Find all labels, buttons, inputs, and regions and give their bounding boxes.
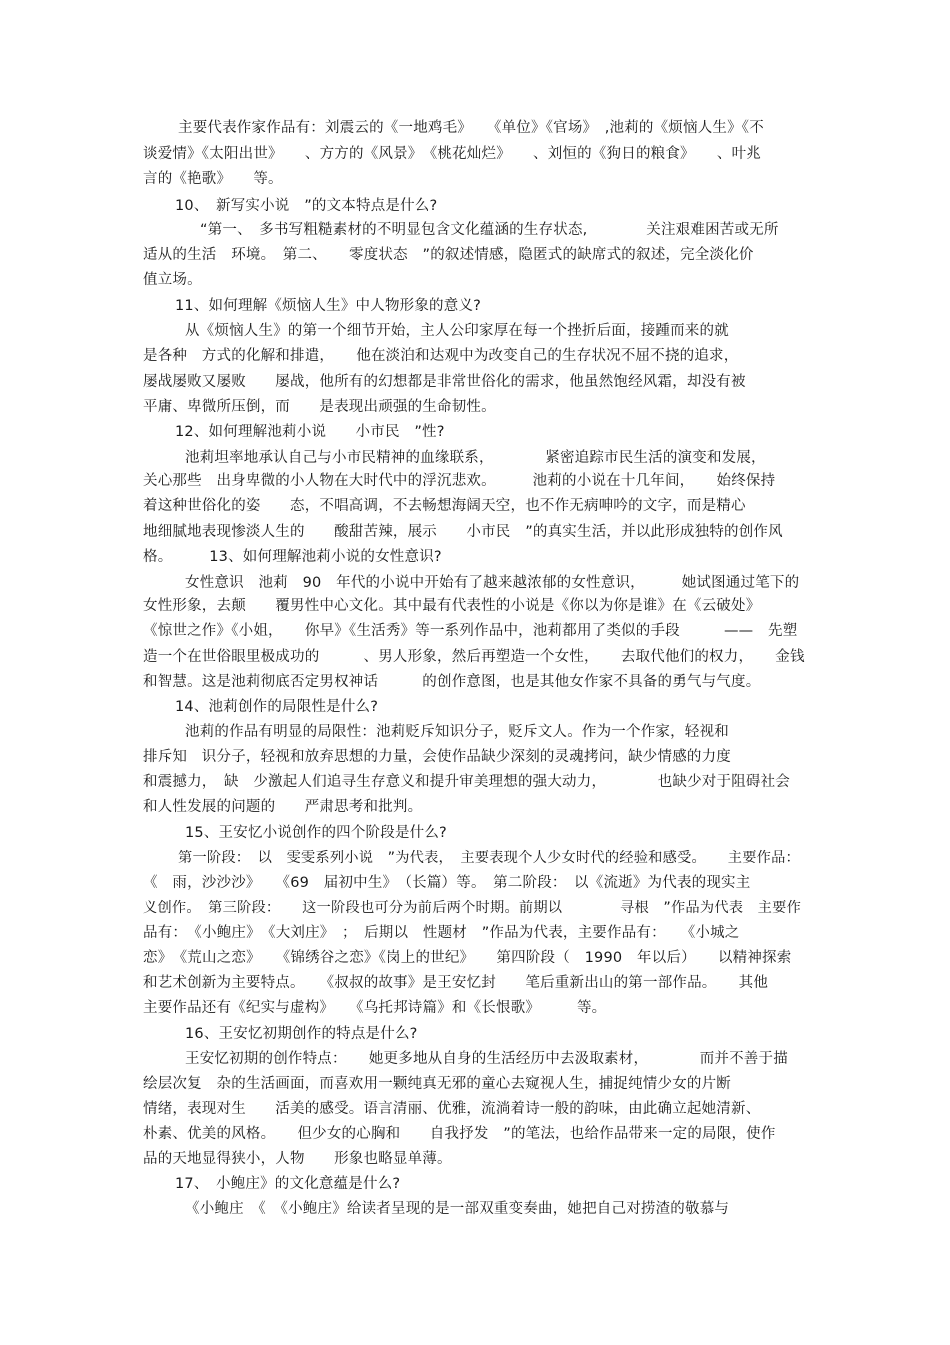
text-line: 值立场。 bbox=[143, 272, 202, 288]
text-line: 池莉的作品有明显的局限性：池莉贬斥知识分子，贬斥文人。作为一个作家，轻视和 bbox=[185, 724, 729, 740]
question-heading: 16、王安忆初期创作的特点是什么? bbox=[185, 1026, 418, 1042]
question-heading: 10、 新写实小说 ”的文本特点是什么? bbox=[175, 198, 438, 214]
text-line: 女性意识 池莉 90 年代的小说中开始有了越来越浓郁的女性意识， 她试图通过笔下的 bbox=[185, 575, 800, 591]
text-line: 绘层次复 杂的生活画面，而喜欢用一颗纯真无邪的童心去窥视人生，捕捉纯情少女的片断 bbox=[143, 1076, 731, 1092]
text-line: 《 雨，沙沙沙》 《69 届初中生》 （长篇）等。 第二阶段： 以《流逝》为代表的现实主 bbox=[143, 875, 751, 891]
text-line: 女性形象，去颠 覆男性中心文化。其中最有代表性的小说是《你以为你是谁》在《云破处》 bbox=[143, 598, 761, 614]
text-line: “第一、 多书写粗糙素材的不明显包含文化蕴涵的生存状态, 关注艰难困苦或无所 bbox=[200, 222, 779, 238]
question-heading: 12、如何理解池莉小说 小市民 ”性? bbox=[175, 424, 445, 440]
text-line: 情绪，表现对生 活美的感受。语言清丽、优雅，流淌着诗一般的韵味，由此确立起她清新、 bbox=[143, 1101, 761, 1117]
text-line: 和艺术创新为主要特点。 《叔叔的故事》是王安忆封 笔后重新出山的第一部作品。 其他 bbox=[143, 975, 769, 991]
text-line: 和人性发展的问题的 严肃思考和批判。 bbox=[143, 799, 423, 815]
text-line: 造一个在世俗眼里极成功的 、男人形象，然后再塑造一个女性， 去取代他们的权力， 金钱 bbox=[143, 649, 805, 665]
text-line: 关心那些 出身卑微的小人物在大时代中的浮沉悲欢。 池莉的小说在十几年间， 始终保持 bbox=[143, 473, 776, 489]
text-line: 主要代表作家作品有：刘震云的《一地鸡毛》 《单位》《官场》 ,池莉的《烦恼人生》《不 bbox=[178, 120, 764, 136]
text-line: 品的天地显得狭小，人物 形象也略显单薄。 bbox=[143, 1151, 452, 1167]
text-line: 王安忆初期的创作特点： 她更多地从自身的生活经历中去汲取素材， 而并不善于描 bbox=[185, 1051, 788, 1067]
text-line: 《惊世之作》《小姐， 你早》《生活秀》等一系列作品中，池莉都用了类似的手段 —— 先塑 bbox=[143, 623, 798, 639]
text-line: 池莉坦率地承认自己与小市民精神的血缘联系， 紧密追踪市民生活的演变和发展， bbox=[185, 450, 766, 466]
text-line: 品有： 《小鲍庄》 《大刘庄》 ； 后期以 性题材 ”作品为代表，主要作品有： 《小城之 bbox=[143, 925, 740, 941]
text-line: 和智慧。这是池莉彻底否定男权神话 的创作意图，也是其他女作家不具备的勇气与气度。 bbox=[143, 674, 761, 690]
text-line: 着这种世俗化的姿 态，不唱高调，不去畅想海阔天空，也不作无病呻吟的文字，而是精心 bbox=[143, 498, 746, 514]
text-line: 和震撼力， 缺 少激起人们追寻生存意义和提升审美理想的强大动力， 也缺少对于阻碍社会 bbox=[143, 774, 790, 790]
text-line: 义创作。 第三阶段： 这一阶段也可分为前后两个时期。前期以 寻根 ”作品为代表 主要作 bbox=[143, 900, 802, 916]
text-line: 排斥知 识分子，轻视和放弃思想的力量，会使作品缺少深刻的灵魂拷问，缺少情感的力度 bbox=[143, 749, 731, 765]
text-line: 平庸、卑微所压倒，而 是表现出顽强的生命韧性。 bbox=[143, 399, 496, 415]
text-line: 主要作品还有《纪实与虚构》 《乌托邦诗篇》和《长恨歌》 等。 bbox=[143, 1000, 607, 1016]
text-line: 格。 13、如何理解池莉小说的女性意识? bbox=[143, 549, 442, 565]
text-line: 第一阶段： 以 雯雯系列小说 ”为代表， 主要表现个人少女时代的经验和感受。 主要作品： bbox=[178, 850, 801, 866]
text-line: 言的《艳歌》 等。 bbox=[143, 171, 283, 187]
text-line: 朴素、优美的风格。 但少女的心胸和 自我抒发 ”的笔法，也给作品带来一定的局限，使作 bbox=[143, 1126, 776, 1142]
question-heading: 11、如何理解《烦恼人生》中人物形象的意义? bbox=[175, 298, 482, 314]
text-line: 是各种 方式的化解和排遣， 他在淡泊和达观中为改变自己的生存状况不屈不挠的追求， bbox=[143, 348, 739, 364]
text-line: 恋》 《荒山之恋》 《锦绣谷之恋》《岗上的世纪》 第四阶段（ 1990 年以后） 以精神探索 bbox=[143, 950, 792, 966]
question-heading: 17、 小鲍庄》的文化意蕴是什么? bbox=[175, 1176, 401, 1192]
text-line: 《小鲍庄 《 《小鲍庄》给读者呈现的是一部双重变奏曲，她把自己对捞渣的敬慕与 bbox=[185, 1201, 730, 1217]
text-line: 谈爱情》《太阳出世》 、方方的《风景》 《桃花灿烂》 、刘恒的《狗日的粮食》 、叶兆 bbox=[143, 146, 761, 162]
text-line: 适从的生活 环境。 第二、 零度状态 ”的叙述情感，隐匿式的缺席式的叙述，完全淡化价 bbox=[143, 247, 754, 263]
text-line: 从《烦恼人生》的第一个细节开始，主人公印家厚在每一个挫折后面，接踵而来的就 bbox=[185, 323, 729, 339]
question-heading: 14、池莉创作的局限性是什么? bbox=[175, 699, 379, 715]
question-heading: 15、王安忆小说创作的四个阶段是什么? bbox=[185, 825, 447, 841]
text-line: 地细腻地表现惨淡人生的 酸甜苦辣，展示 小市民 ”的真实生活，并以此形成独特的创作风 bbox=[143, 524, 783, 540]
text-line: 屡战屡败又屡败 屡战，他所有的幻想都是非常世俗化的需求，他虽然饱经风霜，却没有被 bbox=[143, 374, 746, 390]
